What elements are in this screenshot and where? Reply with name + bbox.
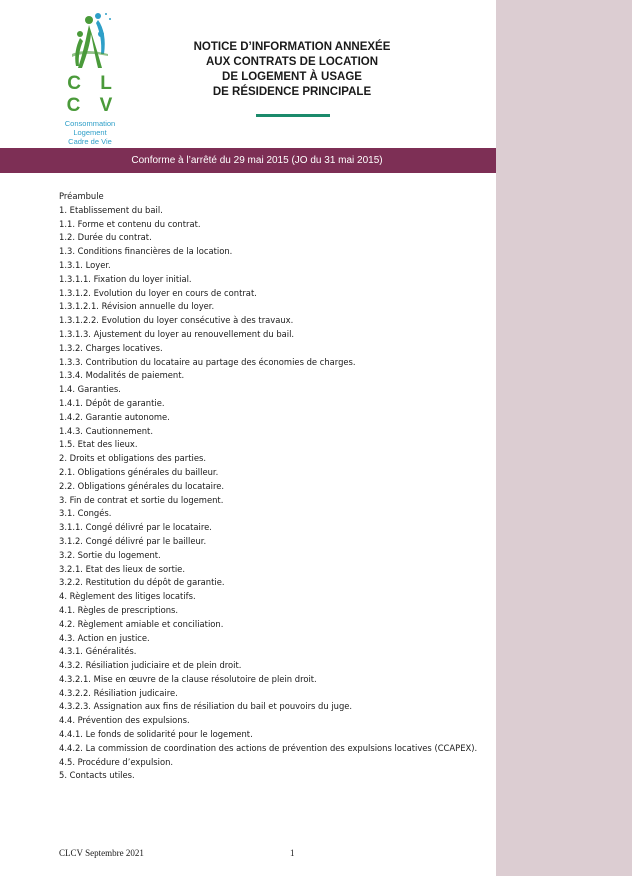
toc-entry: 2.2. Obligations générales du locataire. [59, 480, 225, 491]
toc-entry: 1.3.4. Modalités de paiement. [59, 370, 185, 381]
toc-entry: 4.3.2.1. Mise en œuvre de la clause résolutoire de plein droit. [59, 673, 317, 684]
logo-wordmark: C L C V [66, 73, 120, 116]
toc-entry: 2. Droits et obligations des parties. [59, 453, 207, 464]
toc-entry: 4.4. Prévention des expulsions. [59, 715, 190, 726]
title-line: NOTICE D’INFORMATION ANNEXÉE [193, 41, 391, 53]
toc-entry: 1.3.1.2.2. Evolution du loyer consécutive à des travaux. [59, 315, 294, 326]
toc-entry: 1.4.2. Garantie autonome. [59, 411, 170, 422]
toc-entry: 4.4.2. La commission de coordination des actions de prévention des expulsions locatives (CCAPEX). [59, 742, 478, 753]
toc-entry: 1.4.1. Dépôt de garantie. [59, 397, 165, 408]
toc-entry: 3.1. Congés. [59, 508, 112, 519]
toc-entry: 1.1. Forme et contenu du contrat. [59, 218, 201, 229]
logo-subtitle-line: Consommation [64, 119, 116, 128]
toc-entry: 1. Etablissement du bail. [59, 204, 163, 215]
toc-entry: 1.4. Garanties. [59, 384, 121, 395]
title-underline [256, 114, 330, 117]
document-title [152, 40, 432, 100]
toc-entry: 1.3. Conditions financières de la location. [59, 246, 233, 257]
toc-entry: 1.5. Etat des lieux. [59, 439, 138, 450]
title-line: DE LOGEMENT À USAGE [222, 71, 362, 83]
toc-entry: 4.3.2. Résiliation judiciaire et de plein droit. [59, 660, 242, 671]
toc-entry: 1.2. Durée du contrat. [59, 232, 152, 243]
logo-subtitle-line: Cadre de Vie [68, 137, 112, 146]
regulation-banner [0, 148, 496, 173]
table-of-contents [59, 190, 491, 783]
toc-entry: 3.1.2. Congé délivré par le bailleur. [59, 535, 207, 546]
toc-entry: 2.1. Obligations générales du bailleur. [59, 466, 219, 477]
toc-entry: 5. Contacts utiles. [59, 770, 135, 781]
toc-entry: 3.2.1. Etat des lieux de sortie. [59, 563, 186, 574]
toc-entry: Préambule [59, 191, 104, 201]
toc-entry: 1.3.1.1. Fixation du loyer initial. [59, 273, 192, 284]
toc-entry: 4.1. Règles de prescriptions. [59, 604, 179, 615]
clcv-logo [48, 10, 132, 146]
toc-entry: 4.3.2.3. Assignation aux fins de résiliation du bail et pouvoirs du juge. [59, 701, 353, 712]
toc-entry: 1.3.1.3. Ajustement du loyer au renouvellement du bail. [59, 328, 295, 339]
side-panel [496, 0, 632, 876]
title-line: DE RÉSIDENCE PRINCIPALE [212, 86, 372, 98]
regulation-banner-text: Conforme à l’arrêté du 29 mai 2015 (JO du 31 mai 2015) [131, 155, 383, 166]
toc-entry: 1.3.1. Loyer. [59, 259, 111, 270]
toc-entry: 1.3.3. Contribution du locataire au partage des économies de charges. [59, 356, 356, 367]
toc-entry: 4.2. Règlement amiable et conciliation. [59, 618, 224, 629]
toc-entry: 1.3.1.2. Evolution du loyer en cours de contrat. [59, 287, 257, 298]
clcv-figures-icon [60, 10, 120, 72]
toc-entry: 4.4.1. Le fonds de solidarité pour le logement. [59, 729, 253, 740]
toc-entry: 4.3. Action en justice. [59, 632, 150, 643]
toc-entry: 4.3.2.2. Résiliation judicaire. [59, 687, 178, 698]
toc-entry: 3. Fin de contrat et sortie du logement. [59, 494, 224, 505]
toc-entry: 3.1.1. Congé délivré par le locataire. [59, 522, 212, 533]
page-number: 1 [290, 848, 295, 858]
logo-subtitle-line: Logement [73, 128, 107, 137]
toc-entry: 3.2.2. Restitution du dépôt de garantie. [59, 577, 225, 588]
toc-entry: 4.3.1. Généralités. [59, 646, 137, 657]
toc-entry: 4. Règlement des litiges locatifs. [59, 591, 196, 602]
title-line: AUX CONTRATS DE LOCATION [205, 56, 379, 68]
logo-subtitle [48, 119, 132, 146]
toc-entry: 1.3.1.2.1. Révision annuelle du loyer. [59, 301, 215, 312]
footer-text: CLCV Septembre 2021 [59, 848, 144, 858]
toc-entry: 1.4.3. Cautionnement. [59, 425, 153, 436]
toc-entry: 3.2. Sortie du logement. [59, 549, 161, 560]
toc-entry: 1.3.2. Charges locatives. [59, 342, 163, 353]
toc-entry: 4.5. Procédure d’expulsion. [59, 756, 174, 767]
